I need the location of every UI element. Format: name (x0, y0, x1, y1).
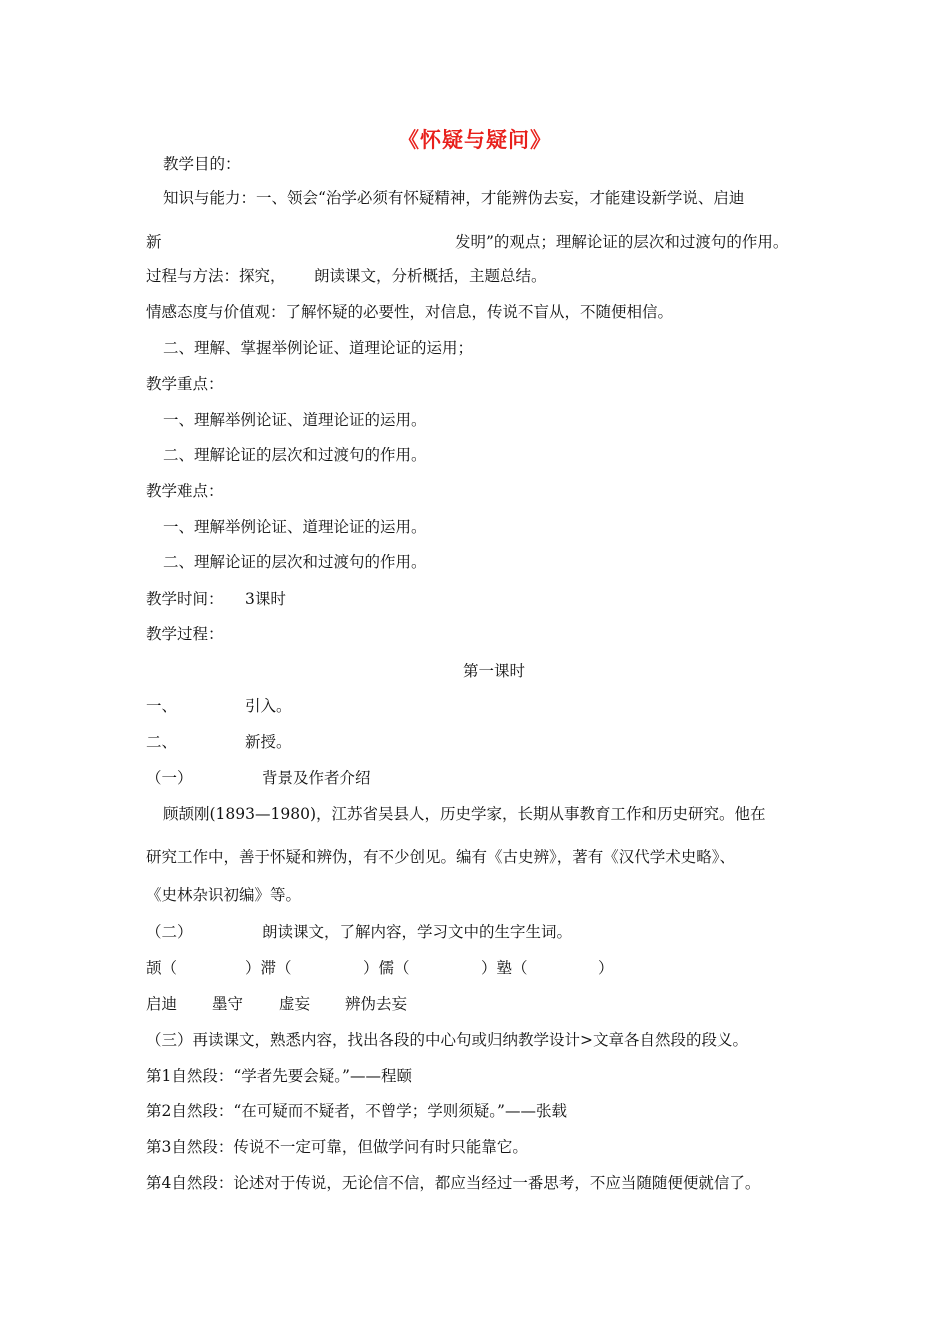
sub-3-text: （三）再读课文，熟悉内容，找出各段的中心句或归纳教学设计>文章各自然段的段义。 (146, 1031, 748, 1049)
key-point-1: 一、理解举例论证、道理论证的运用。 (163, 411, 427, 429)
pinyin-char-5: ） (598, 959, 614, 977)
bio-line-3: 《史林杂识初编》等。 (146, 886, 302, 904)
paragraph-1-summary: 第1自然段：“学者先要会疑。”——程颐 (146, 1067, 412, 1085)
procedure-label: 教学过程： (146, 625, 224, 643)
vocab-word-2: 墨守 (212, 995, 244, 1013)
difficult-point-2: 二、理解论证的层次和过渡句的作用。 (163, 553, 427, 571)
lesson-1-heading: 第一课时 (463, 662, 526, 680)
document-title: 《怀疑与疑问》 (398, 127, 552, 152)
pinyin-char-1: 颉（ (146, 959, 178, 977)
vocab-word-3: 虚妄 (279, 995, 311, 1013)
emotion-line: 情感态度与价值观：了解怀疑的必要性，对信息，传说不盲从，不随便相信。 (146, 303, 674, 321)
key-point-2: 二、理解论证的层次和过渡句的作用。 (163, 446, 427, 464)
vocab-word-1: 启迪 (146, 995, 178, 1013)
knowledge-line-1: 知识与能力：一、领会“治学必须有怀疑精神，才能辨伪去妄，才能建设新学说、启迪 (163, 189, 745, 207)
objectives-label: 教学目的： (163, 155, 241, 173)
time-value: 3课时 (245, 590, 286, 608)
step-1-text: 引入。 (245, 697, 292, 715)
difficult-points-label: 教学难点： (146, 482, 224, 500)
paragraph-2-summary: 第2自然段：“在可疑而不疑者，不曾学；学则须疑。”——张载 (146, 1102, 567, 1120)
knowledge-line-2b: 发明”的观点；理解论证的层次和过渡句的作用。 (455, 233, 789, 251)
pinyin-char-2: ）滞（ (245, 959, 292, 977)
time-label: 教学时间： (146, 590, 224, 608)
objective-2: 二、理解、掌握举例论证、道理论证的运用； (163, 339, 474, 357)
bio-line-1: 顾颉刚(1893—1980)，江苏省吴县人，历史学家，长期从事教育工作和历史研究。他在 (163, 805, 766, 823)
sub-1-text: 背景及作者介绍 (262, 769, 371, 787)
bio-line-2: 研究工作中，善于怀疑和辨伪，有不少创见。编有《古史辨》，著有《汉代学术史略》、 (146, 848, 736, 866)
paragraph-4-summary: 第4自然段：论述对于传说，无论信不信，都应当经过一番思考，不应当随随便便就信了。 (146, 1174, 761, 1192)
sub-2-number: （二） (146, 923, 193, 941)
step-2-number: 二、 (146, 733, 178, 751)
difficult-point-1: 一、理解举例论证、道理论证的运用。 (163, 518, 427, 536)
step-2-text: 新授。 (245, 733, 292, 751)
step-1-number: 一、 (146, 697, 178, 715)
vocab-word-4: 辨伪去妄 (345, 995, 408, 1013)
pinyin-char-4: ）塾（ (481, 959, 528, 977)
sub-2-text: 朗读课文，了解内容，学习文中的生字生词。 (262, 923, 573, 941)
process-text: 朗读课文，分析概括，主题总结。 (314, 267, 547, 285)
paragraph-3-summary: 第3自然段：传说不一定可靠，但做学问有时只能靠它。 (146, 1138, 528, 1156)
knowledge-line-2a: 新 (146, 233, 162, 251)
pinyin-char-3: ）儒（ (363, 959, 410, 977)
sub-1-number: （一） (146, 769, 193, 787)
key-points-label: 教学重点： (146, 375, 224, 393)
process-label: 过程与方法：探究， (146, 267, 286, 285)
